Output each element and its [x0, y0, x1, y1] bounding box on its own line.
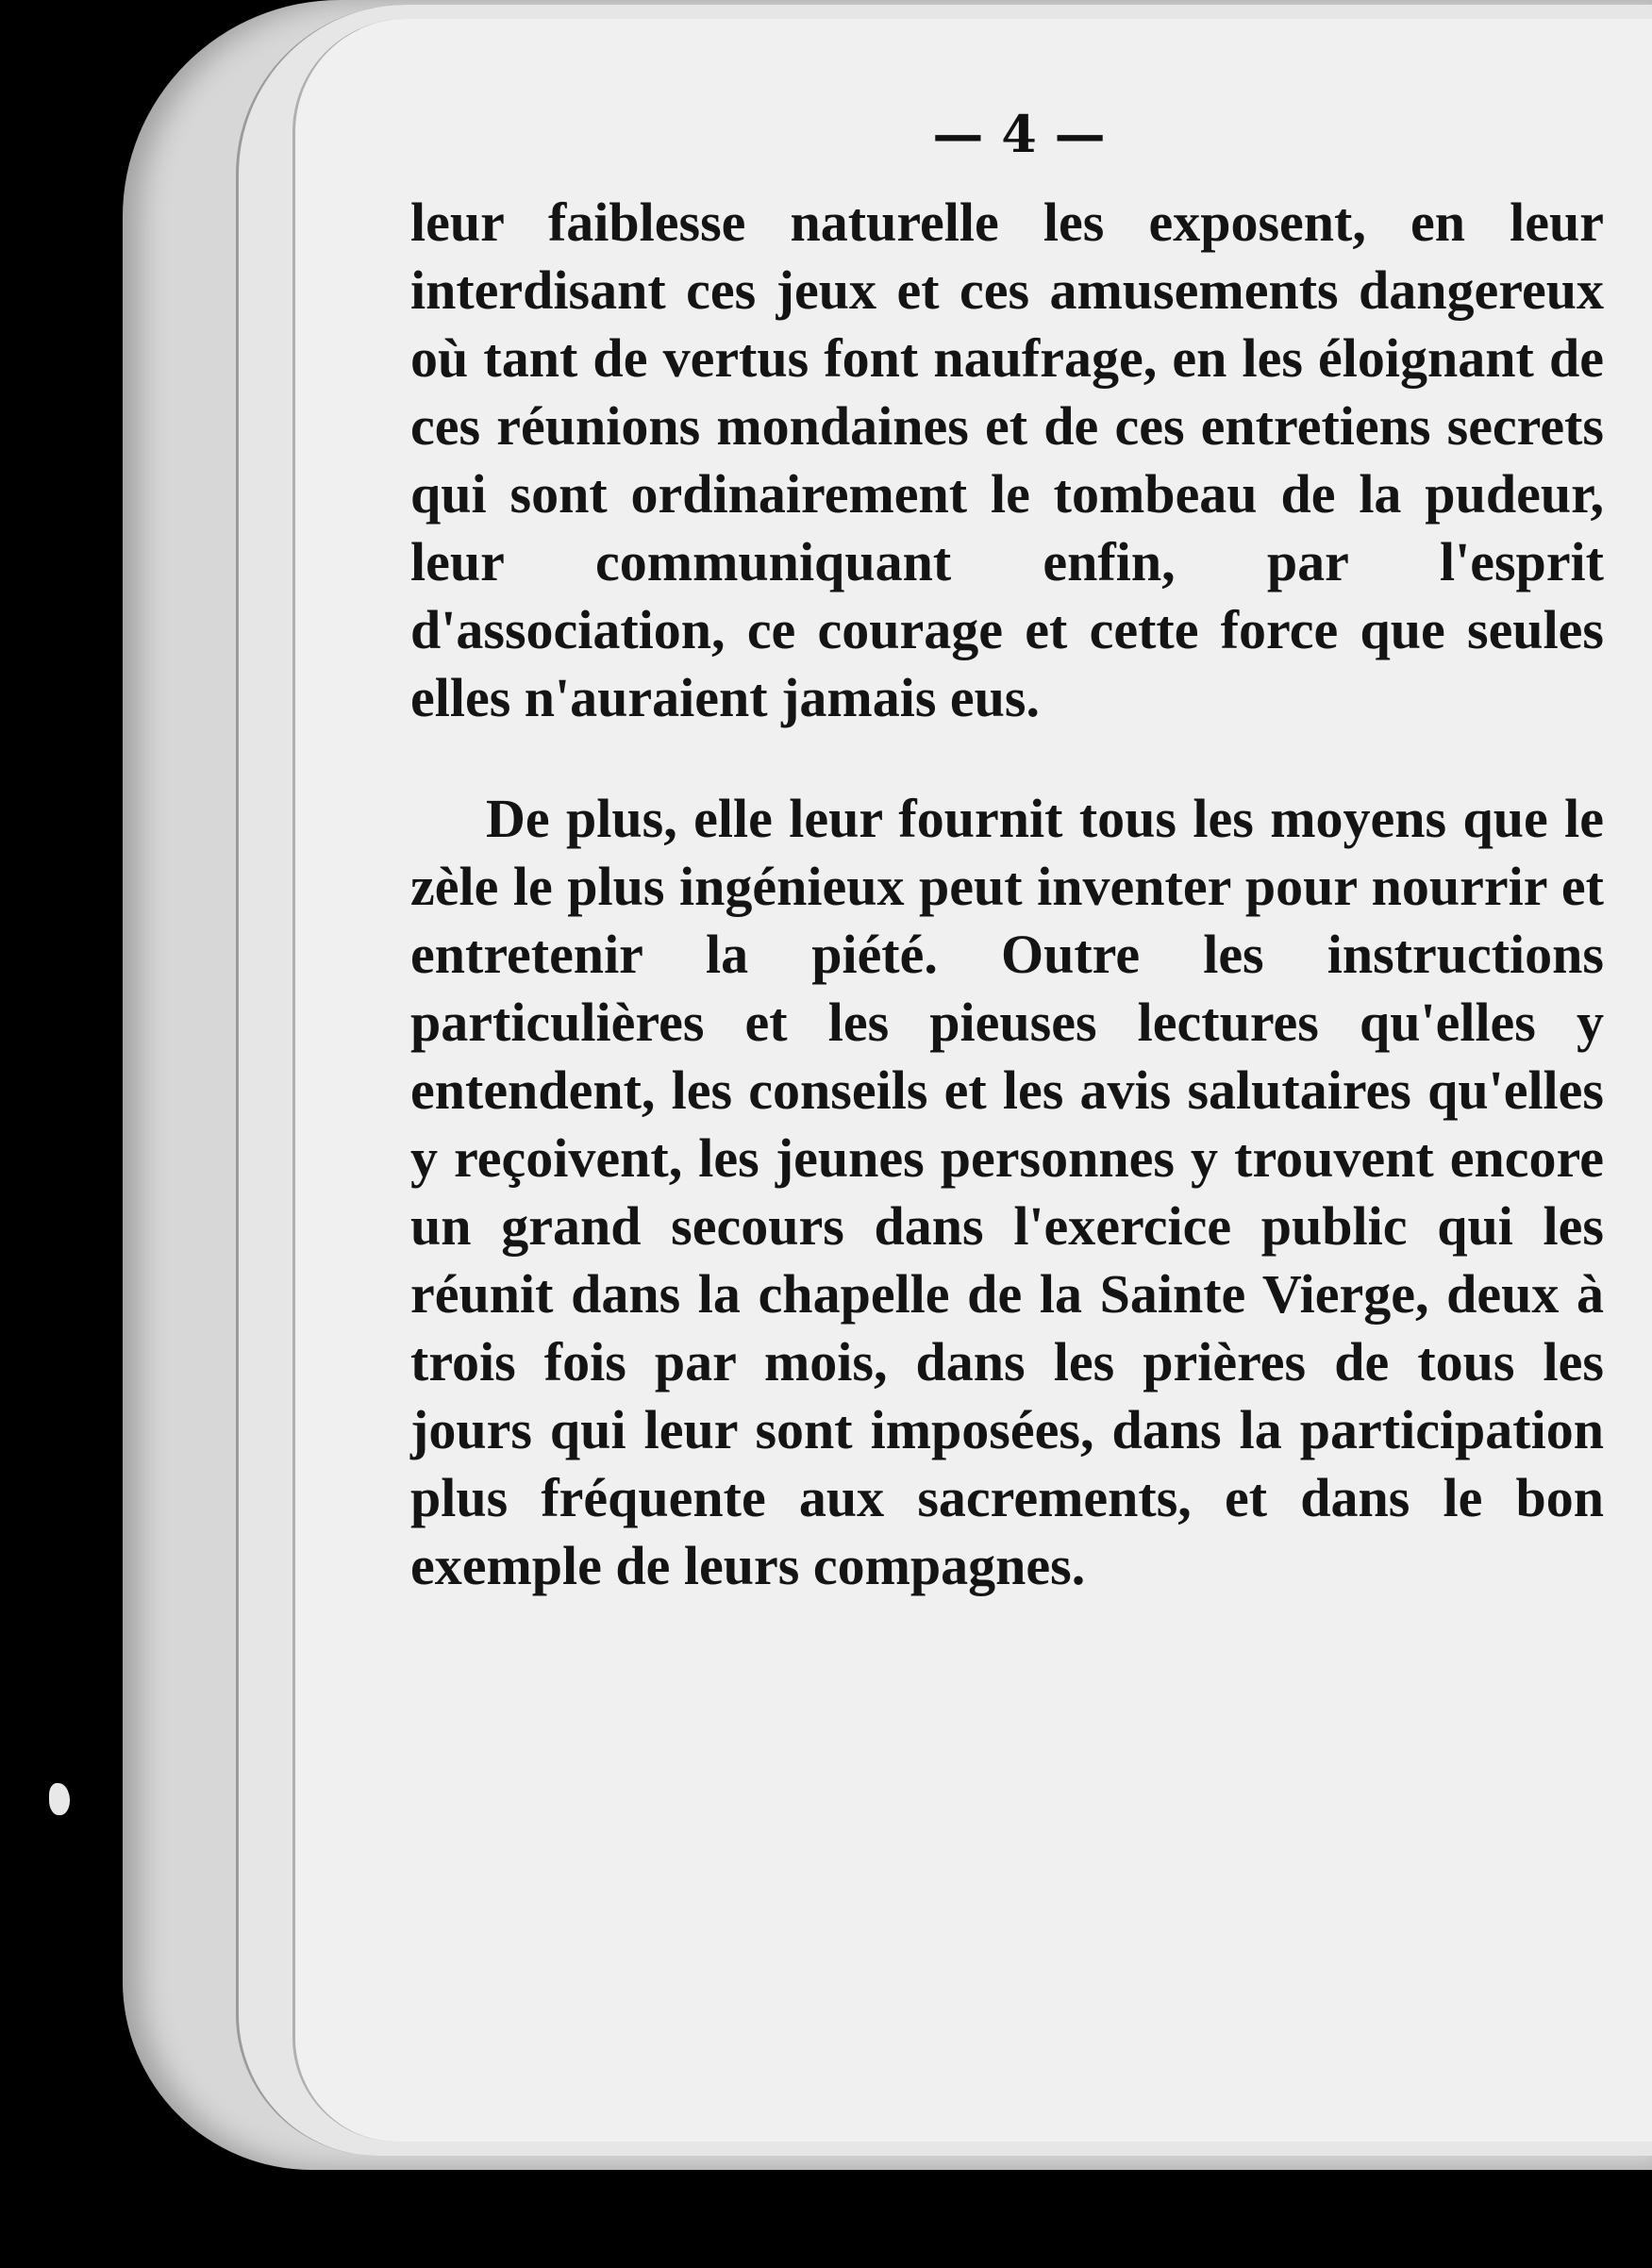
- paragraph-2: De plus, elle leur fournit tous les moyens que le zèle le plus ingénieux peut inventer pour nourrir et entretenir la piété. Outre les instructions particulières et les pieuses lectures qu'elles y entendent, les conseils et les avis salutaires qu'elles y reçoivent, les jeunes personnes y trouvent encore un grand secours dans l'exercice public qui les réunit dans la chapelle de la Sainte Vierge, deux à trois fois par mois, dans les prières de tous les jours qui leur sont imposées, dans la participation plus fréquente aux sacrements, et dans le bon exemple de leurs compagnes.: [410, 788, 1604, 1596]
- scan-speck-mark: [49, 1783, 70, 1815]
- page-number: — 4 —: [932, 104, 1106, 164]
- bottom-black-strip: [0, 2170, 1652, 2268]
- body-text: [410, 189, 1604, 1600]
- paragraph-1: leur faiblesse naturelle les exposent, en leur interdisant ces jeux et ces amusements dangereux où tant de vertus font naufrage, en les éloignant de ces réunions mondaines et de ces entretiens secrets qui sont ordinairement le tombeau de la pudeur, leur communiquant enfin, par l'esprit d'association, ce courage et cette force que seules elles n'auraient jamais eus.: [410, 192, 1604, 728]
